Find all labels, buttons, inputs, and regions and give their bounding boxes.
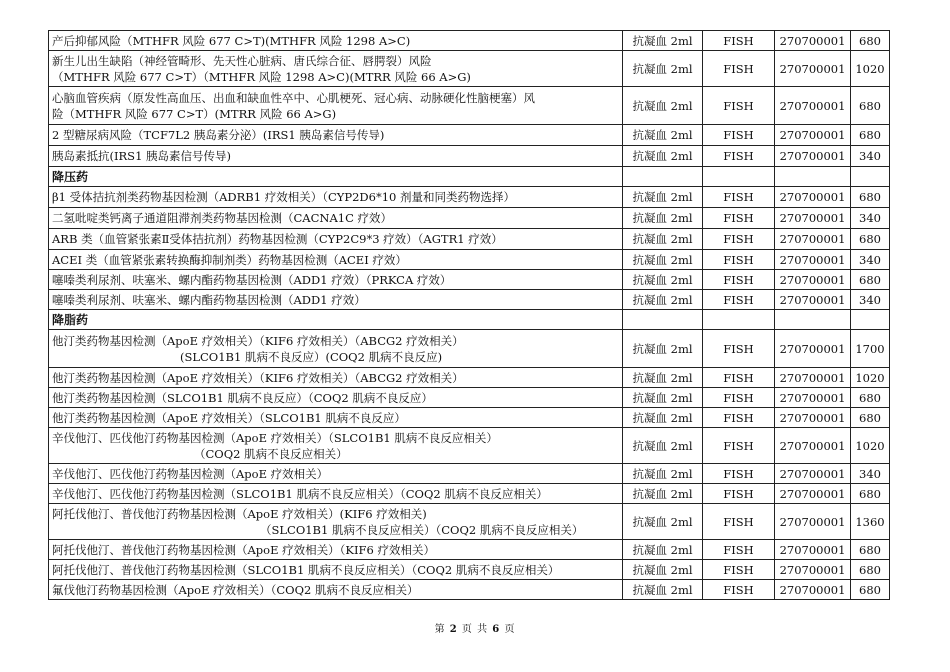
- table-row: [49, 270, 890, 290]
- sample-type-cell: 抗凝血 2ml: [623, 464, 703, 484]
- table-row: [49, 51, 890, 87]
- sample-type-cell: 抗凝血 2ml: [623, 330, 703, 368]
- test-name-cell: [49, 428, 623, 464]
- table-row: [49, 290, 890, 310]
- test-name-line: 新生儿出生缺陷（神经管畸形、先天性心脏病、唐氏综合征、唇腭裂）风险: [52, 53, 432, 68]
- price-cell: 680: [851, 31, 890, 51]
- price-cell: 680: [851, 580, 890, 600]
- footer-suffix: 页: [504, 624, 516, 635]
- code-cell: 270700001: [775, 208, 851, 229]
- test-name-line: (SLCO1B1 肌病不良反应）(COQ2 肌病不良反应): [180, 349, 443, 364]
- test-name-line: 他汀类药物基因检测（ApoE 疗效相关）（KIF6 疗效相关）（ABCG2 疗效相关）: [52, 370, 464, 385]
- code-cell: 270700001: [775, 187, 851, 208]
- test-name-cell: [49, 464, 623, 484]
- price-cell: 680: [851, 540, 890, 560]
- price-cell: 1020: [851, 368, 890, 388]
- method-cell: FISH: [703, 229, 775, 250]
- test-name-line: 他汀类药物基因检测（ApoE 疗效相关）（SLCO1B1 肌病不良反应）: [52, 410, 406, 425]
- method-cell: FISH: [703, 388, 775, 408]
- test-name-cell: [49, 580, 623, 600]
- section-title-cell: [49, 167, 623, 187]
- sample-type-cell: 抗凝血 2ml: [623, 229, 703, 250]
- code-cell: 270700001: [775, 250, 851, 270]
- sample-type-cell: 抗凝血 2ml: [623, 428, 703, 464]
- table-row: [49, 330, 890, 368]
- table-row: [49, 31, 890, 51]
- footer-prefix: 第: [434, 624, 446, 635]
- price-cell: 340: [851, 146, 890, 167]
- price-cell: 340: [851, 464, 890, 484]
- test-name-line: 2 型糖尿病风险（TCF7L2 胰岛素分泌）(IRS1 胰岛素信号传导): [52, 128, 385, 142]
- price-cell: 680: [851, 484, 890, 504]
- method-cell: FISH: [703, 146, 775, 167]
- sample-type-cell: 抗凝血 2ml: [623, 208, 703, 229]
- price-table: [48, 30, 890, 600]
- method-cell: FISH: [703, 270, 775, 290]
- test-name-cell: [49, 290, 623, 310]
- code-cell: 270700001: [775, 270, 851, 290]
- sample-type-cell: [623, 310, 703, 330]
- test-name-cell: [49, 560, 623, 580]
- method-cell: FISH: [703, 250, 775, 270]
- test-name-cell: [49, 250, 623, 270]
- sample-type-cell: 抗凝血 2ml: [623, 290, 703, 310]
- price-cell: 340: [851, 208, 890, 229]
- footer-total-pages: 6: [492, 624, 501, 635]
- price-cell: [851, 310, 890, 330]
- table-row: [49, 484, 890, 504]
- code-cell: 270700001: [775, 504, 851, 540]
- method-cell: FISH: [703, 208, 775, 229]
- test-name-line: 他汀类药物基因检测（ApoE 疗效相关）（KIF6 疗效相关）（ABCG2 疗效相关）: [52, 333, 464, 348]
- sample-type-cell: 抗凝血 2ml: [623, 87, 703, 125]
- code-cell: 270700001: [775, 229, 851, 250]
- table-row: [49, 250, 890, 270]
- table-row: [49, 208, 890, 229]
- test-name-cell: [49, 504, 623, 540]
- test-name-cell: [49, 484, 623, 504]
- test-name-line: ARB 类（血管紧张素Ⅱ受体拮抗剂）药物基因检测（CYP2C9*3 疗效）（AGTR1 疗效）: [52, 232, 503, 246]
- method-cell: FISH: [703, 187, 775, 208]
- price-cell: 680: [851, 229, 890, 250]
- test-name-cell: [49, 330, 623, 368]
- test-name-line: 阿托伐他汀、普伐他汀药物基因检测（SLCO1B1 肌病不良反应相关）（COQ2 肌病不良反应相关）: [52, 562, 560, 577]
- method-cell: FISH: [703, 428, 775, 464]
- sample-type-cell: 抗凝血 2ml: [623, 388, 703, 408]
- code-cell: [775, 310, 851, 330]
- test-name-cell: [49, 408, 623, 428]
- table-row: [49, 408, 890, 428]
- sample-type-cell: 抗凝血 2ml: [623, 250, 703, 270]
- price-cell: 1360: [851, 504, 890, 540]
- code-cell: 270700001: [775, 428, 851, 464]
- method-cell: [703, 310, 775, 330]
- sample-type-cell: [623, 167, 703, 187]
- test-name-line: 二氢吡啶类钙离子通道阻滞剂类药物基因检测（CACNA1C 疗效）: [52, 211, 393, 225]
- page-footer: [0, 620, 950, 635]
- price-cell: 1700: [851, 330, 890, 368]
- code-cell: 270700001: [775, 560, 851, 580]
- test-name-cell: [49, 229, 623, 250]
- method-cell: FISH: [703, 580, 775, 600]
- test-name-line: 氟伐他汀药物基因检测（ApoE 疗效相关）（COQ2 肌病不良反应相关）: [52, 582, 419, 597]
- code-cell: 270700001: [775, 540, 851, 560]
- price-cell: 340: [851, 290, 890, 310]
- test-name-cell: [49, 187, 623, 208]
- test-name-line: 险（MTHFR 风险 677 C>T）(MTRR 风险 66 A>G): [52, 106, 337, 121]
- price-cell: 680: [851, 87, 890, 125]
- test-name-cell: [49, 388, 623, 408]
- sample-type-cell: 抗凝血 2ml: [623, 187, 703, 208]
- method-cell: FISH: [703, 125, 775, 146]
- method-cell: FISH: [703, 87, 775, 125]
- method-cell: FISH: [703, 560, 775, 580]
- code-cell: 270700001: [775, 484, 851, 504]
- sample-type-cell: 抗凝血 2ml: [623, 51, 703, 87]
- table-row: [49, 368, 890, 388]
- test-name-cell: [49, 51, 623, 87]
- test-name-line: 降压药: [52, 169, 89, 184]
- test-name-cell: [49, 87, 623, 125]
- sample-type-cell: 抗凝血 2ml: [623, 560, 703, 580]
- test-name-cell: [49, 368, 623, 388]
- code-cell: 270700001: [775, 125, 851, 146]
- code-cell: 270700001: [775, 51, 851, 87]
- code-cell: 270700001: [775, 31, 851, 51]
- section-header-row: [49, 167, 890, 187]
- sample-type-cell: 抗凝血 2ml: [623, 484, 703, 504]
- test-name-line: （COQ2 肌病不良反应相关）: [194, 446, 348, 461]
- method-cell: FISH: [703, 408, 775, 428]
- table-row: [49, 187, 890, 208]
- test-name-line: （MTHFR 风险 677 C>T）（MTHFR 风险 1298 A>C)(MTRR 风险 66 A>G): [52, 69, 471, 84]
- price-cell: 680: [851, 270, 890, 290]
- sample-type-cell: 抗凝血 2ml: [623, 408, 703, 428]
- test-name-line: 辛伐他汀、匹伐他汀药物基因检测（SLCO1B1 肌病不良反应相关）（COQ2 肌病不良反应相关）: [52, 486, 548, 501]
- method-cell: FISH: [703, 540, 775, 560]
- price-cell: 1020: [851, 51, 890, 87]
- test-name-line: 胰岛素抵抗(IRS1 胰岛素信号传导): [52, 149, 232, 163]
- price-cell: 680: [851, 560, 890, 580]
- footer-mid: 页 共: [461, 624, 489, 635]
- table-row: [49, 580, 890, 600]
- table-row: [49, 146, 890, 167]
- test-name-line: 阿托伐他汀、普伐他汀药物基因检测（ApoE 疗效相关）(KIF6 疗效相关): [52, 506, 427, 521]
- test-name-cell: [49, 146, 623, 167]
- sample-type-cell: 抗凝血 2ml: [623, 270, 703, 290]
- code-cell: 270700001: [775, 408, 851, 428]
- test-name-line: β1 受体拮抗剂类药物基因检测（ADRB1 疗效相关）（CYP2D6*10 剂量和同类药物选择）: [52, 190, 515, 204]
- table-row: [49, 540, 890, 560]
- code-cell: 270700001: [775, 388, 851, 408]
- test-name-line: （SLCO1B1 肌病不良反应相关）（COQ2 肌病不良反应相关）: [260, 522, 584, 537]
- method-cell: FISH: [703, 368, 775, 388]
- sample-type-cell: 抗凝血 2ml: [623, 540, 703, 560]
- test-name-line: 阿托伐他汀、普伐他汀药物基因检测（ApoE 疗效相关）（KIF6 疗效相关）: [52, 542, 435, 557]
- method-cell: FISH: [703, 51, 775, 87]
- table-row: [49, 464, 890, 484]
- test-name-line: 辛伐他汀、匹伐他汀药物基因检测（ApoE 疗效相关）（SLCO1B1 肌病不良反应相关）: [52, 430, 498, 445]
- price-cell: [851, 167, 890, 187]
- code-cell: [775, 167, 851, 187]
- sample-type-cell: 抗凝血 2ml: [623, 125, 703, 146]
- method-cell: FISH: [703, 464, 775, 484]
- code-cell: 270700001: [775, 290, 851, 310]
- price-cell: 340: [851, 250, 890, 270]
- price-table-body: [49, 31, 890, 600]
- price-cell: 1020: [851, 428, 890, 464]
- test-name-cell: [49, 208, 623, 229]
- table-row: [49, 125, 890, 146]
- test-name-line: 辛伐他汀、匹伐他汀药物基因检测（ApoE 疗效相关）: [52, 466, 329, 481]
- code-cell: 270700001: [775, 580, 851, 600]
- section-header-row: [49, 310, 890, 330]
- test-name-line: 降脂药: [52, 312, 89, 327]
- test-name-line: 心脑血管疾病（原发性高血压、出血和缺血性卒中、心肌梗死、冠心病、动脉硬化性脑梗塞）风: [52, 90, 535, 105]
- test-name-line: ACEI 类（血管紧张素转换酶抑制剂类）药物基因检测（ACEI 疗效）: [52, 252, 407, 267]
- price-cell: 680: [851, 408, 890, 428]
- code-cell: 270700001: [775, 87, 851, 125]
- table-row: [49, 560, 890, 580]
- method-cell: FISH: [703, 31, 775, 51]
- sample-type-cell: 抗凝血 2ml: [623, 368, 703, 388]
- test-name-cell: [49, 270, 623, 290]
- sample-type-cell: 抗凝血 2ml: [623, 146, 703, 167]
- test-name-line: 他汀类药物基因检测（SLCO1B1 肌病不良反应）（COQ2 肌病不良反应）: [52, 390, 433, 405]
- code-cell: 270700001: [775, 146, 851, 167]
- test-name-line: 噻嗪类利尿剂、呋塞米、螺内酯药物基因检测（ADD1 疗效）（PRKCA 疗效）: [52, 272, 452, 287]
- price-cell: 680: [851, 388, 890, 408]
- test-name-cell: [49, 540, 623, 560]
- section-title-cell: [49, 310, 623, 330]
- test-name-cell: [49, 125, 623, 146]
- sample-type-cell: 抗凝血 2ml: [623, 504, 703, 540]
- method-cell: FISH: [703, 330, 775, 368]
- code-cell: 270700001: [775, 464, 851, 484]
- table-row: [49, 388, 890, 408]
- method-cell: FISH: [703, 504, 775, 540]
- sample-type-cell: 抗凝血 2ml: [623, 31, 703, 51]
- code-cell: 270700001: [775, 368, 851, 388]
- table-row: [49, 504, 890, 540]
- sample-type-cell: 抗凝血 2ml: [623, 580, 703, 600]
- footer-page-number: 2: [449, 624, 458, 635]
- method-cell: FISH: [703, 290, 775, 310]
- test-name-cell: [49, 31, 623, 51]
- price-cell: 680: [851, 125, 890, 146]
- code-cell: 270700001: [775, 330, 851, 368]
- price-cell: 680: [851, 187, 890, 208]
- method-cell: [703, 167, 775, 187]
- table-row: [49, 428, 890, 464]
- test-name-line: 噻嗪类利尿剂、呋塞米、螺内酯药物基因检测（ADD1 疗效）: [52, 292, 366, 307]
- test-name-line: 产后抑郁风险（MTHFR 风险 677 C>T)(MTHFR 风险 1298 A>C): [52, 33, 411, 48]
- method-cell: FISH: [703, 484, 775, 504]
- table-row: [49, 87, 890, 125]
- table-row: [49, 229, 890, 250]
